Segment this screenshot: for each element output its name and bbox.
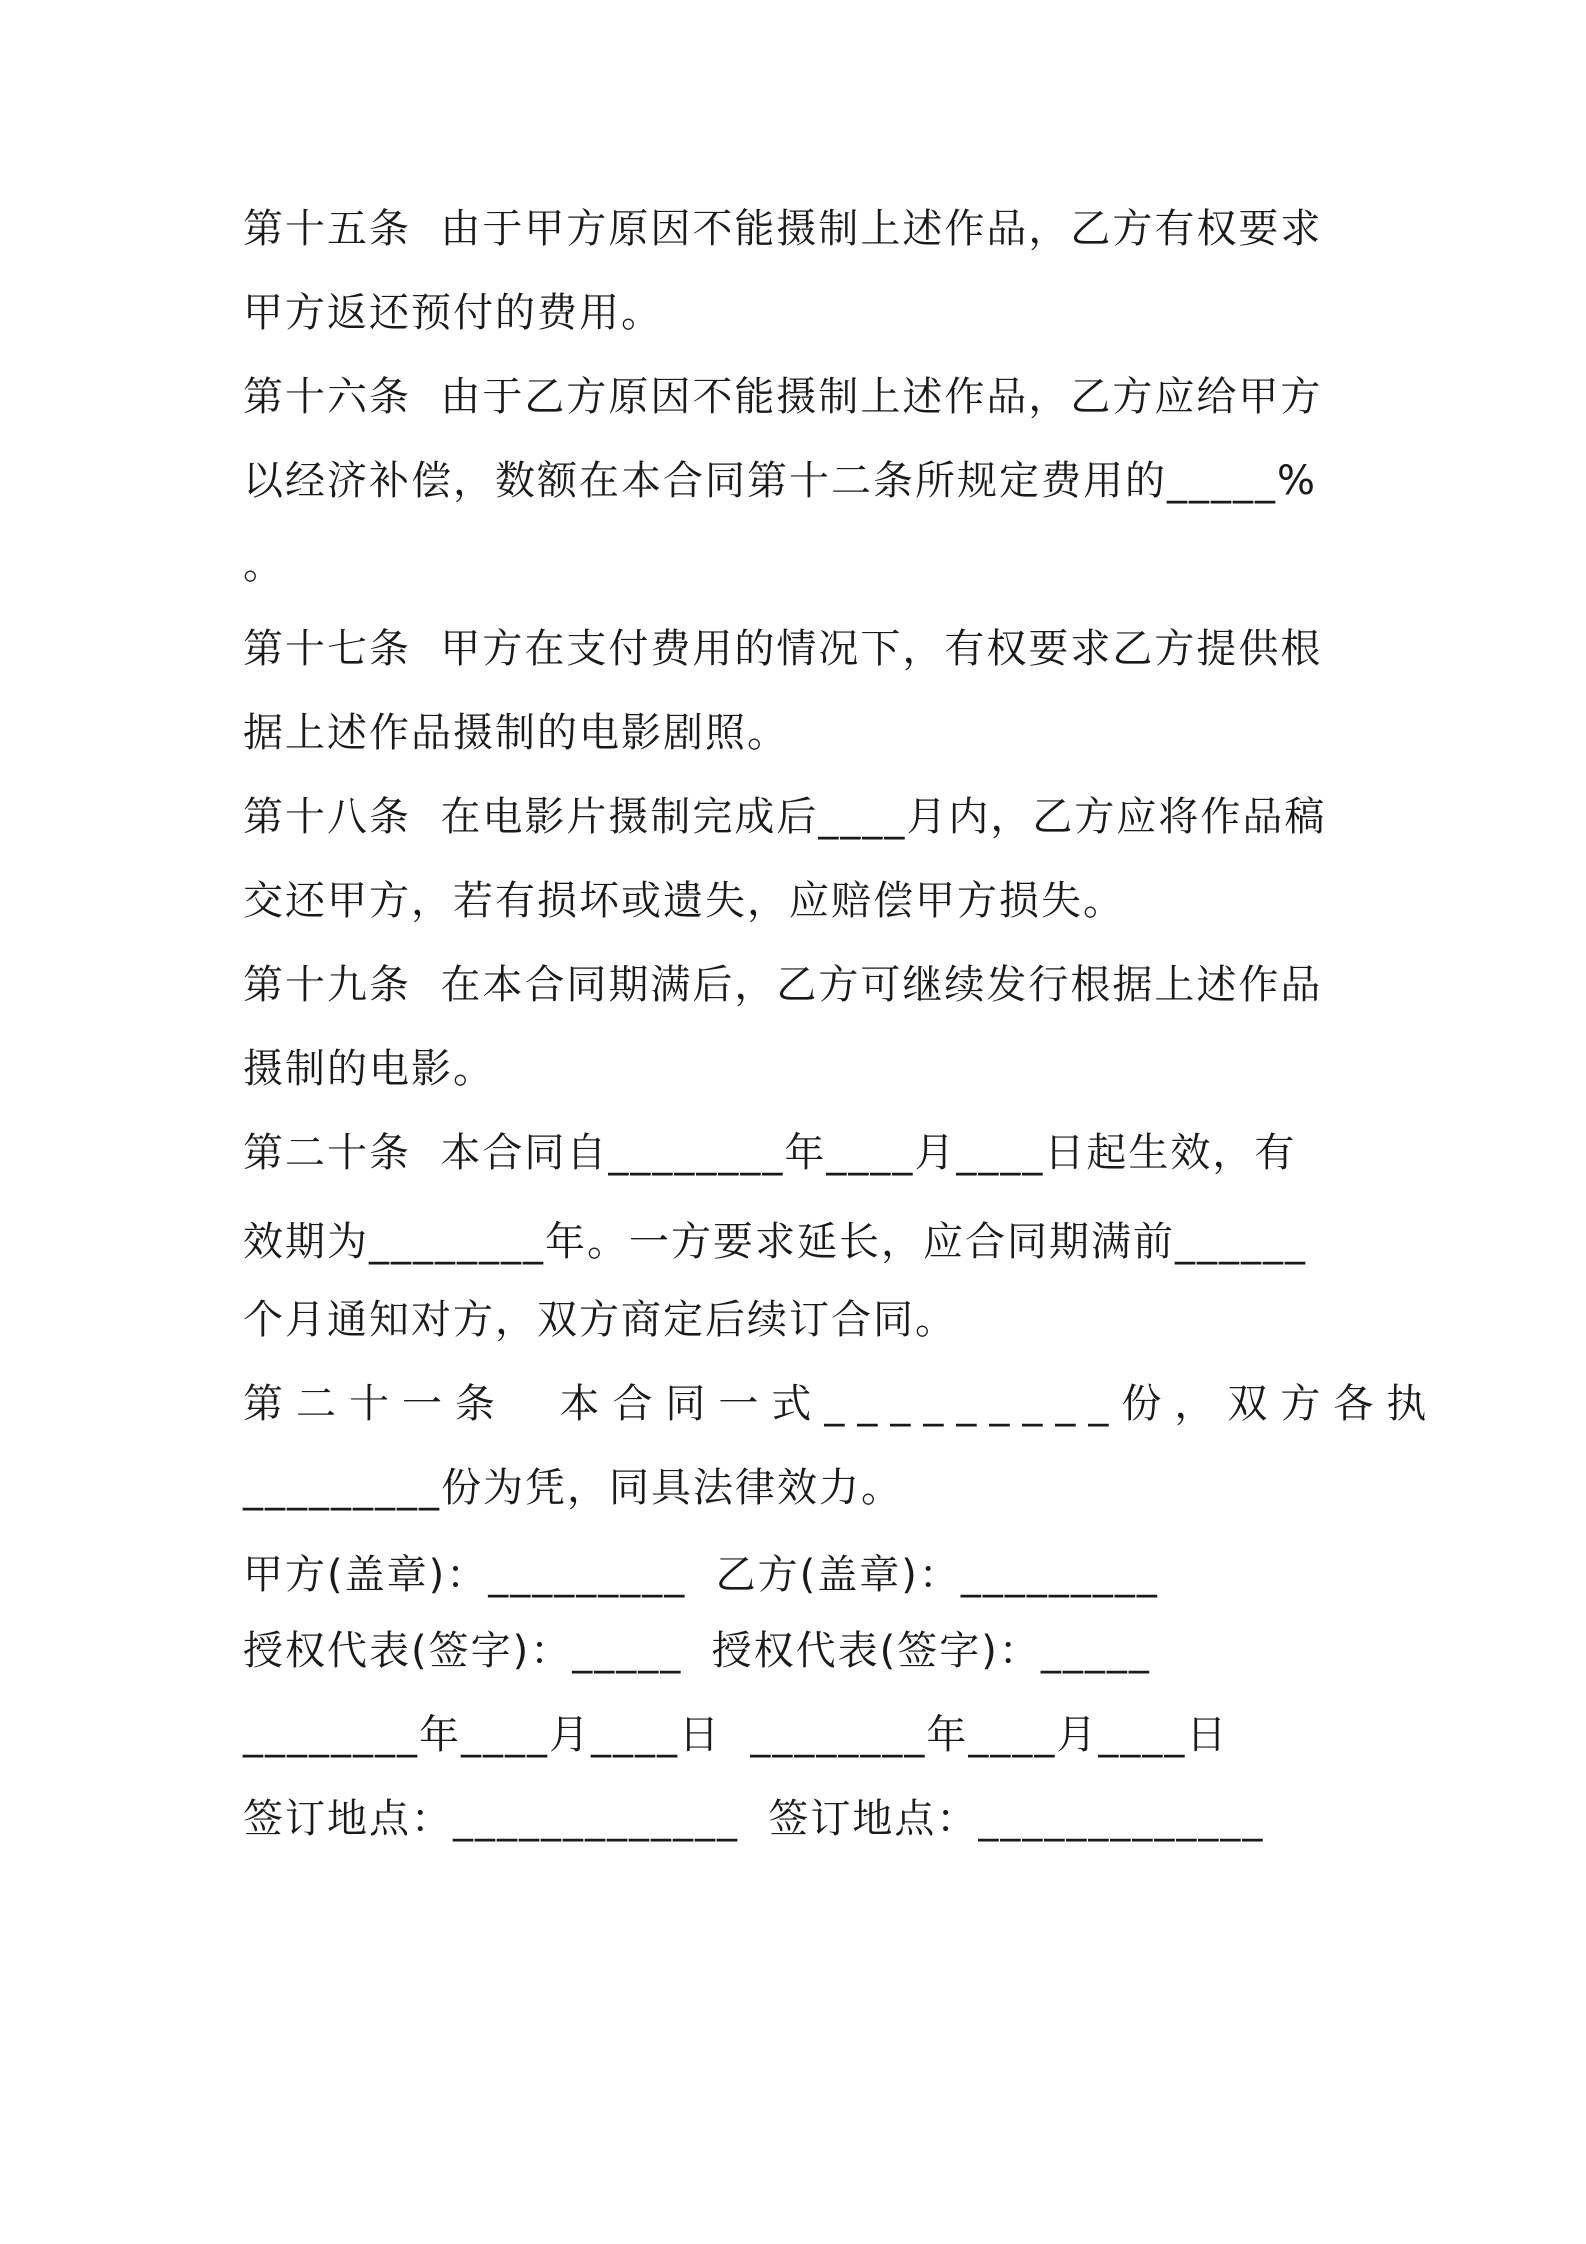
article-20-line-1: 第二十条 本合同自________年____月____日起生效，有 <box>243 1130 1297 1176</box>
signing-date-line: ________年____月____日 ________年____月____日 <box>243 1712 1229 1758</box>
party-seal-line: 甲方(盖章)：_________ 乙方(盖章)：_________ <box>243 1552 1159 1598</box>
signing-place-line: 签订地点：_____________ 签订地点：_____________ <box>243 1796 1265 1842</box>
article-20-line-3: 个月通知对方，双方商定后续订合同。 <box>243 1297 957 1343</box>
article-18-line-1: 第十八条 在电影片摄制完成后____月内，乙方应将作品稿 <box>243 794 1327 840</box>
article-17-line-2: 据上述作品摄制的电影剧照。 <box>243 710 789 756</box>
article-21-line-1: 第二十一条 本合同一式_________份，双方各执 <box>243 1381 1440 1427</box>
article-19-line-2: 摄制的电影。 <box>243 1046 495 1092</box>
article-18-line-2: 交还甲方，若有损坏或遗失，应赔偿甲方损失。 <box>243 878 1125 924</box>
article-21-line-2: _________份为凭，同具法律效力。 <box>243 1465 903 1511</box>
article-17-line-1: 第十七条 甲方在支付费用的情况下，有权要求乙方提供根 <box>243 626 1323 672</box>
article-16-line-2: 以经济补偿，数额在本合同第十二条所规定费用的_____% <box>243 458 1318 504</box>
article-15-line-2: 甲方返还预付的费用。 <box>243 290 663 336</box>
article-20-line-2: 效期为________年。一方要求延长，应合同期满前______ <box>243 1219 1307 1265</box>
article-19-line-1: 第十九条 在本合同期满后，乙方可继续发行根据上述作品 <box>243 962 1323 1008</box>
article-16-line-1: 第十六条 由于乙方原因不能摄制上述作品，乙方应给甲方 <box>243 374 1323 420</box>
article-15-line-1: 第十五条 由于甲方原因不能摄制上述作品，乙方有权要求 <box>243 206 1323 252</box>
article-16-line-3: 。 <box>243 542 285 588</box>
authorized-signature-line: 授权代表(签字)：_____ 授权代表(签字)：_____ <box>243 1628 1151 1674</box>
